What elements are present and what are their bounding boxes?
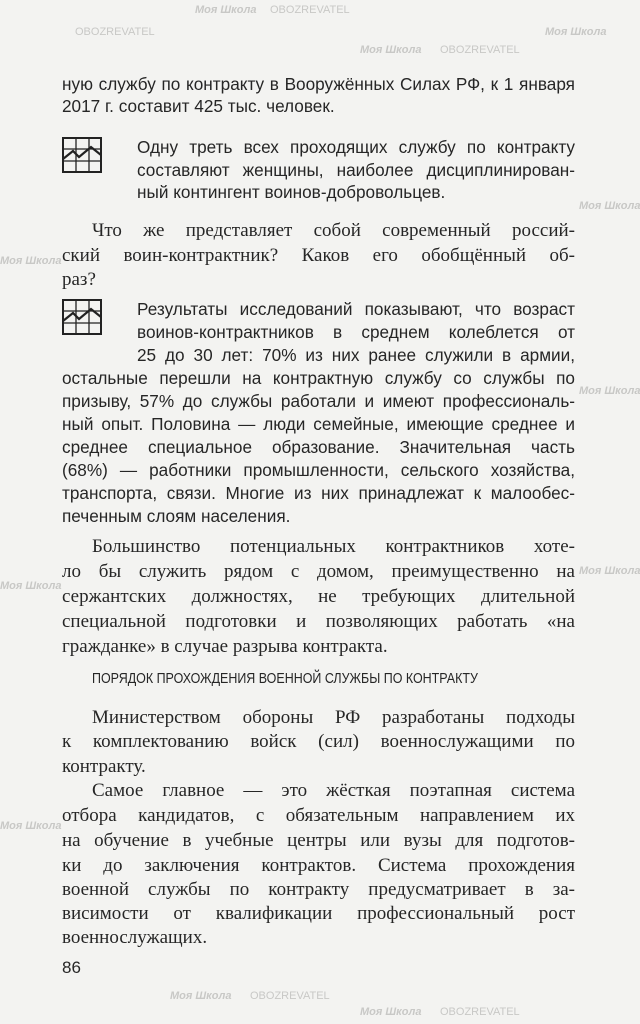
text-line: Результаты исследований показывают, что возраст — [137, 299, 575, 319]
watermark: Моя Школа — [360, 1006, 422, 1018]
watermark: Моя Школа — [579, 385, 640, 397]
watermark: Моя Школа — [579, 200, 640, 212]
text-line: ло бы служить рядом с домом, преимущественно на — [62, 561, 575, 582]
text-line: Большинство потенциальных контрактников хоте- — [92, 536, 575, 557]
text-line: военнослужащих. — [62, 927, 208, 948]
watermark: Моя Школа — [545, 26, 607, 38]
text-line: контракту. — [62, 756, 146, 777]
watermark: Моя Школа — [0, 580, 62, 592]
text-line: ки до заключения контрактов. Система прохождения — [62, 855, 575, 876]
watermark: Моя Школа — [360, 44, 422, 56]
watermark: Моя Школа — [0, 255, 62, 267]
watermark: Моя Школа — [579, 565, 640, 577]
text-line: сержантских должностях, не требующих длительной — [62, 586, 575, 607]
text-line: на обучение в учебные центры или вузы для подготов- — [62, 830, 575, 851]
text-line: призыву, 57% до службы работали и имеют профессиональ- — [62, 391, 575, 411]
watermark: Моя Школа — [195, 4, 257, 16]
page-number: 86 — [62, 958, 81, 977]
text-line: Министерством обороны РФ разработаны подходы — [92, 707, 575, 728]
text-line: висимости от квалификации профессиональный рост — [62, 903, 575, 924]
chart-icon — [62, 299, 102, 335]
watermark: OBOZREVATEL — [250, 990, 330, 1002]
text-line: воинов-контрактников в среднем колеблется от — [137, 322, 575, 342]
watermark: Моя Школа — [170, 990, 232, 1002]
text-line: ный опыт. Половина — люди семейные, имеющие среднее и — [62, 414, 575, 434]
chart-icon — [62, 137, 102, 173]
text-line: гражданке» в случае разрыва контракта. — [62, 636, 388, 657]
text-line: составляют женщины, наиболее дисциплинирован- — [137, 160, 575, 180]
text-line: Одну треть всех проходящих службу по контракту — [137, 137, 575, 157]
text-line: ную службу по контракту в Вооружённых Силах РФ, к 1 января — [62, 74, 575, 94]
text-line: Самое главное — это жёсткая поэтапная система — [92, 780, 575, 801]
section-heading: ПОРЯДОК ПРОХОЖДЕНИЯ ВОЕННОЙ СЛУЖБЫ ПО КОНТРАКТУ — [92, 671, 478, 687]
watermark: OBOZREVATEL — [440, 1006, 520, 1018]
text-line: печенным слоям населения. — [62, 506, 291, 526]
watermark: Моя Школа — [0, 820, 62, 832]
text-line: отбора кандидатов, с обязательным направлением их — [62, 805, 575, 826]
text-line: ский воин-контрактник? Каков его обобщённый об- — [62, 245, 575, 266]
text-line: остальные перешли на контрактную службу со службы по — [62, 368, 575, 388]
text-line: транспорта, связи. Многие из них принадлежат к малообес- — [62, 483, 575, 503]
text-line: 2017 г. составит 425 тыс. человек. — [62, 96, 335, 116]
text-line: 25 до 30 лет: 70% из них ранее служили в армии, — [137, 345, 575, 365]
text-line: раз? — [62, 269, 96, 290]
text-line: специальной подготовки и позволяющих работать «на — [62, 611, 575, 632]
text-line: военной службы по контракту предусматривает в за- — [62, 879, 575, 900]
text-line: Что же представляет собой современный россий- — [92, 220, 575, 241]
text-line: (68%) — работники промышленности, сельского хозяйства, — [62, 460, 575, 480]
watermark: OBOZREVATEL — [75, 26, 155, 38]
text-line: ный контингент воинов-добровольцев. — [137, 182, 446, 202]
watermark: OBOZREVATEL — [440, 44, 520, 56]
watermark: OBOZREVATEL — [270, 4, 350, 16]
text-line: к комплектованию войск (сил) военнослужащими по — [62, 731, 575, 752]
text-line: среднее специальное образование. Значительная часть — [62, 437, 575, 457]
